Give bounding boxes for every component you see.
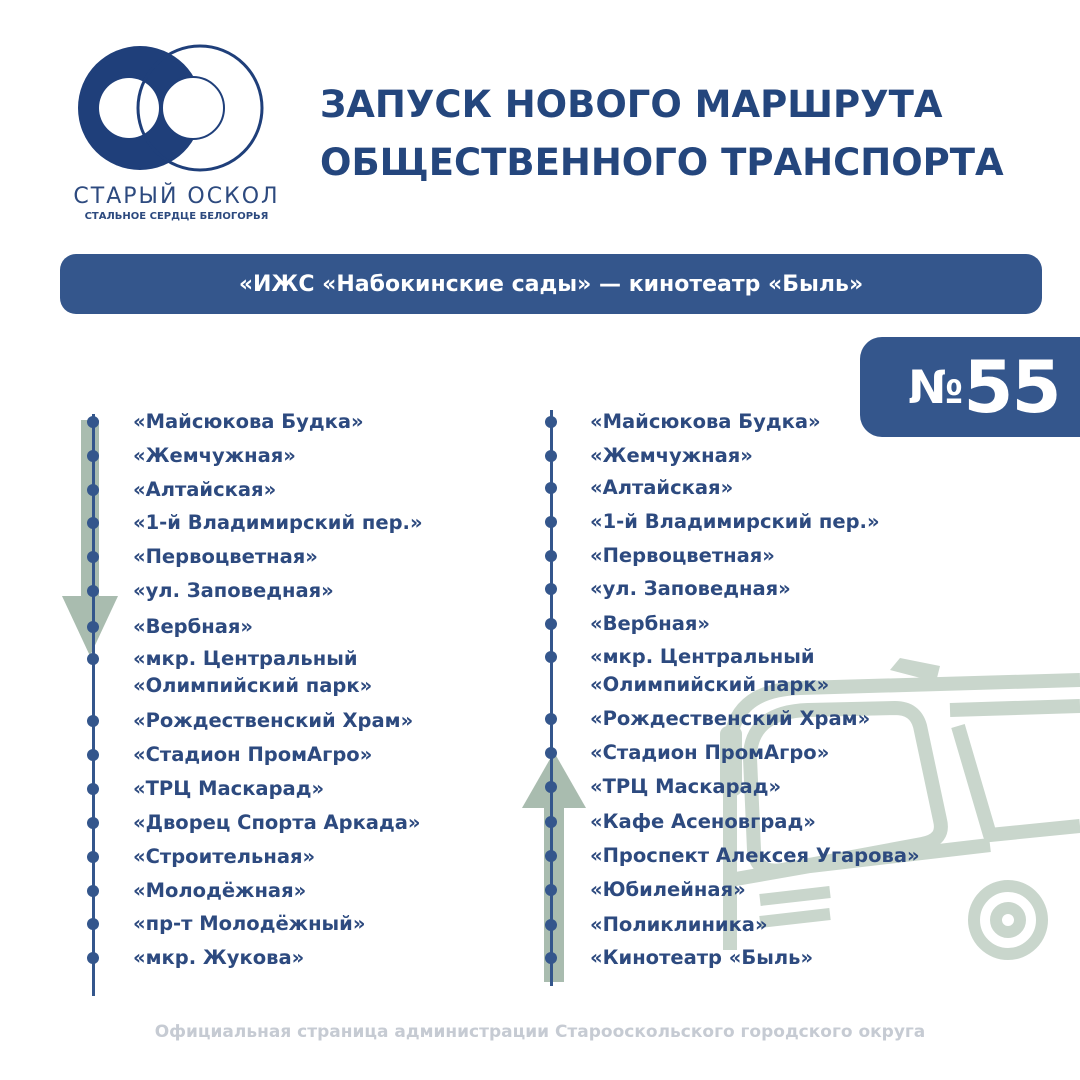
stop-marker <box>87 517 99 529</box>
stop-marker <box>87 715 99 727</box>
stop-marker <box>545 516 557 528</box>
stop-marker <box>87 851 99 863</box>
route-number-badge <box>860 337 1080 437</box>
stop-marker <box>87 484 99 496</box>
stop-marker <box>87 551 99 563</box>
stop-item: «Жемчужная» <box>590 444 753 467</box>
route-number-value: 55 <box>963 345 1060 429</box>
stop-marker <box>545 618 557 630</box>
city-logo <box>55 38 285 228</box>
stop-item: «ул. Заповедная» <box>590 577 791 600</box>
stop-item: «ТРЦ Маскарад» <box>590 775 782 798</box>
stop-item: «Майсюкова Будка» <box>133 410 364 433</box>
stop-item: «Алтайская» <box>590 476 734 499</box>
stop-item: «ТРЦ Маскарад» <box>133 777 325 800</box>
stop-item: «мкр. Центральный <box>590 645 815 668</box>
stop-item: «Молодёжная» <box>133 879 307 902</box>
stop-item: «Алтайская» <box>133 478 277 501</box>
stop-item: «Поликлиника» <box>590 913 768 936</box>
footer-text: Официальная страница администрации Старооскольского городского округа <box>154 1022 926 1042</box>
stop-item: «мкр. Центральный <box>133 647 358 670</box>
stop-item: «Первоцветная» <box>590 544 775 567</box>
page-title <box>320 76 1060 192</box>
stop-marker <box>87 416 99 428</box>
stop-marker <box>87 653 99 665</box>
stop-item: «пр-т Молодёжный» <box>133 912 366 935</box>
stop-marker <box>87 450 99 462</box>
stop-item: «Юбилейная» <box>590 878 746 901</box>
stop-item: «Дворец Спорта Аркада» <box>133 811 421 834</box>
stop-marker <box>545 482 557 494</box>
logo-city-name: СТАРЫЙ ОСКОЛ <box>73 184 280 209</box>
stop-marker <box>545 550 557 562</box>
stop-marker <box>87 918 99 930</box>
stop-item: «Кинотеатр «Быль» <box>590 946 814 969</box>
forward-route-line <box>92 414 95 996</box>
stop-marker <box>545 450 557 462</box>
stop-item: «мкр. Жукова» <box>133 946 305 969</box>
stop-item: «Вербная» <box>590 612 711 635</box>
stop-item: «Рождественский Храм» <box>133 709 414 732</box>
stop-marker <box>545 919 557 931</box>
stop-item: «Первоцветная» <box>133 545 318 568</box>
stop-marker <box>545 952 557 964</box>
stop-marker <box>87 885 99 897</box>
stop-marker <box>87 585 99 597</box>
stop-marker <box>87 749 99 761</box>
stop-marker <box>545 747 557 759</box>
stop-marker <box>87 952 99 964</box>
stop-item: «1-й Владимирский пер.» <box>590 510 880 533</box>
stop-item: «Рождественский Храм» <box>590 707 871 730</box>
stop-marker <box>87 817 99 829</box>
stop-item: «Олимпийский парк» <box>133 674 373 697</box>
stop-marker <box>545 651 557 663</box>
stop-marker <box>545 416 557 428</box>
route-number-prefix: № <box>908 360 964 414</box>
stop-marker <box>545 781 557 793</box>
stop-item: «Олимпийский парк» <box>590 673 830 696</box>
stop-marker <box>545 816 557 828</box>
title-line-1: ЗАПУСК НОВОГО МАРШРУТА <box>320 83 943 126</box>
stop-item: «Строительная» <box>133 845 316 868</box>
route-name-banner: «ИЖС «Набокинские сады» — кинотеатр «Быль» <box>60 254 1042 314</box>
stop-item: «Жемчужная» <box>133 444 296 467</box>
stop-item: «Стадион ПромАгро» <box>133 743 373 766</box>
stop-item: «Кафе Асеновград» <box>590 810 816 833</box>
stop-marker <box>545 884 557 896</box>
stop-item: «Вербная» <box>133 615 254 638</box>
stop-item: «Майсюкова Будка» <box>590 410 821 433</box>
stop-marker <box>545 583 557 595</box>
stop-item: «Стадион ПромАгро» <box>590 741 830 764</box>
title-line-2: ОБЩЕСТВЕННОГО ТРАНСПОРТА <box>320 141 1004 184</box>
stop-item: «ул. Заповедная» <box>133 579 334 602</box>
stop-marker <box>545 713 557 725</box>
stop-marker <box>87 783 99 795</box>
stop-item: «Проспект Алексея Угарова» <box>590 844 920 867</box>
logo-tagline: СТАЛЬНОЕ СЕРДЦЕ БЕЛОГОРЬЯ <box>84 211 269 222</box>
stop-marker <box>87 621 99 633</box>
logo-rings-icon <box>65 38 275 188</box>
return-route-line <box>550 410 553 986</box>
stop-item: «1-й Владимирский пер.» <box>133 511 423 534</box>
stop-marker <box>545 850 557 862</box>
